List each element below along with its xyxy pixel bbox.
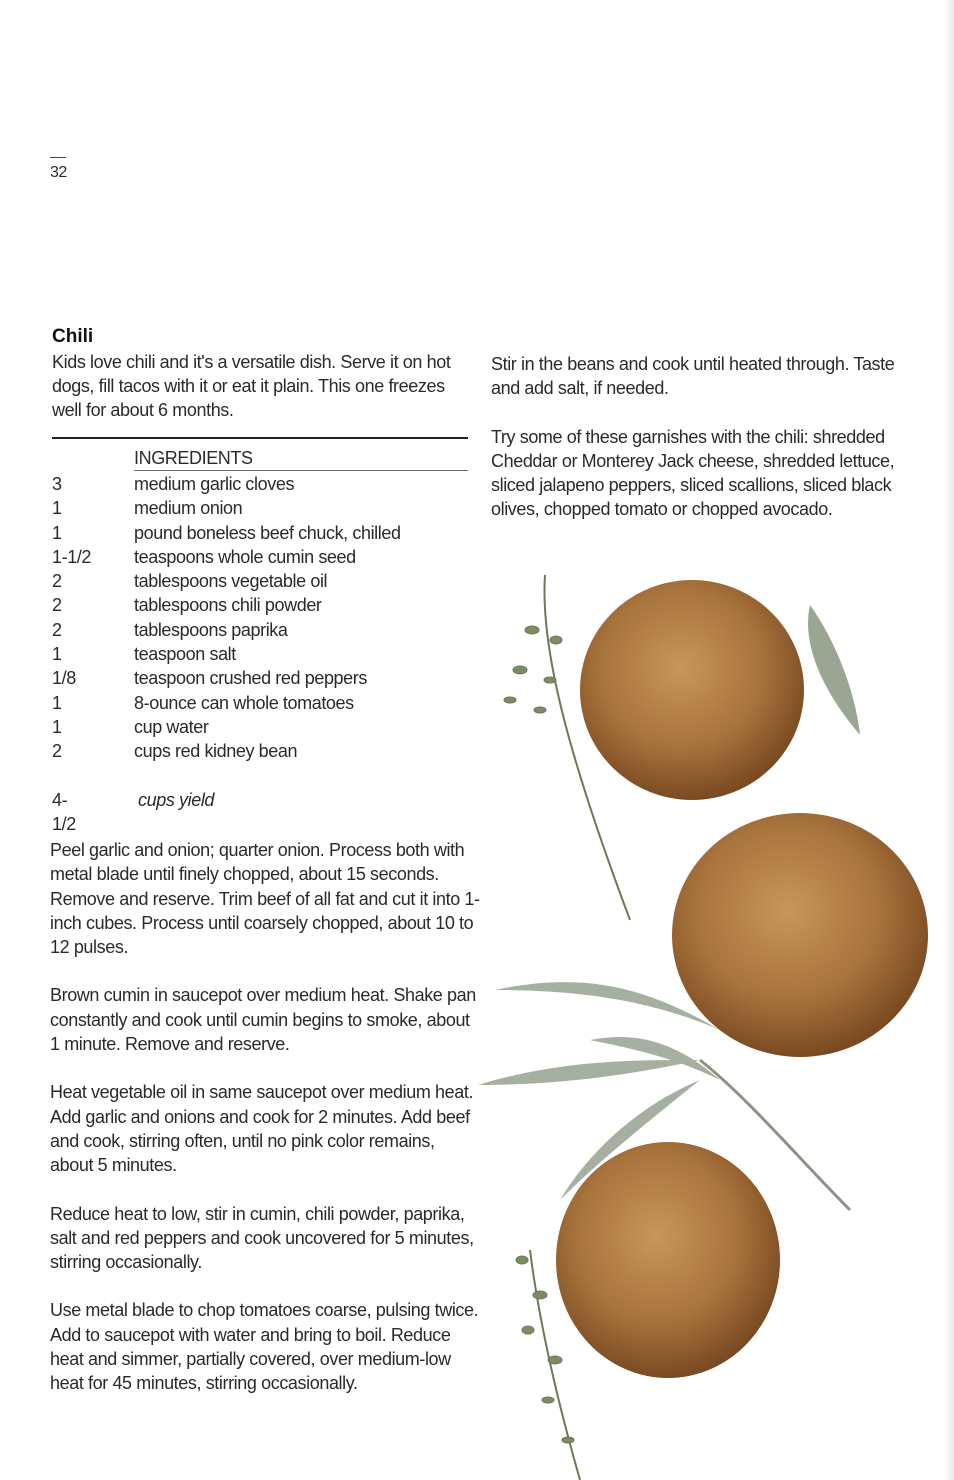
ingredients-top-rule <box>52 437 468 439</box>
ingredient-qty: 1 <box>52 716 62 737</box>
ingredient-qty: 1/8 <box>52 668 76 689</box>
ingredient-row <box>52 521 472 545</box>
ingredient-row <box>52 545 472 569</box>
sage-leaf <box>808 605 860 735</box>
food-photo <box>470 560 950 1480</box>
ingredient-qty: 3 <box>52 474 62 494</box>
ingredient-name: medium garlic cloves <box>134 474 295 494</box>
right-column-paragraph: Try some of these garnishes with the chili: shredded Cheddar or Monterey Jack cheese, shredded lettuce, sliced jalapeno peppers, sliced scallions, sliced black olives, chopped tomato or chopped avocado. <box>491 426 895 520</box>
ingredient-name: tablespoons paprika <box>134 619 288 640</box>
recipe-title: Chili <box>52 326 94 347</box>
patty-top <box>580 580 804 800</box>
ingredient-row <box>52 593 472 617</box>
ingredient-name: 8-ounce can whole tomatoes <box>134 692 354 713</box>
yield-unit: cups yield <box>138 790 215 810</box>
ingredient-name: teaspoons whole cumin seed <box>134 546 356 567</box>
patty-bottom <box>556 1142 780 1378</box>
right-column-paragraph: Stir in the beans and cook until heated through. Taste and add salt, if needed. <box>491 354 895 399</box>
recipe-intro: Kids love chili and it's a versatile dish. Serve it on hot dogs, fill tacos with it or eat it plain. This one freezes well for about 6 months. <box>52 352 451 420</box>
ingredient-qty: 2 <box>52 571 62 592</box>
ingredient-qty: 1 <box>52 498 62 519</box>
recipe-step: Use metal blade to chop tomatoes coarse, pulsing twice. Add to saucepot with water and bring to boil. Reduce heat and simmer, partially covered, over medium-low heat for 45 minutes, stirring occasionally. <box>50 1300 479 1394</box>
ingredient-qty: 1-1/2 <box>52 546 92 567</box>
ingredient-row <box>52 715 472 739</box>
ingredient-qty: 2 <box>52 595 62 616</box>
yield-qty: 4-1/2 <box>52 790 76 834</box>
ingredient-row <box>52 618 472 642</box>
ingredient-row <box>52 642 472 666</box>
ingredient-row <box>52 666 472 690</box>
ingredient-qty: 1 <box>52 522 62 543</box>
ingredients-header-rule <box>134 470 468 471</box>
page-number: 32 <box>50 164 67 181</box>
ingredient-name: medium onion <box>134 498 243 519</box>
ingredient-row <box>52 496 472 520</box>
recipe-step: Reduce heat to low, stir in cumin, chili powder, paprika, salt and red peppers and cook uncovered for 5 minutes, stirring occasionally. <box>50 1203 474 1273</box>
ingredients-list <box>52 472 472 764</box>
ingredient-qty: 1 <box>52 644 62 665</box>
recipe-steps <box>50 838 480 1420</box>
recipe-step: Heat vegetable oil in same saucepot over medium heat. Add garlic and onions and cook for 2 minutes. Add beef and cook, stirring often, until no pink color remains, about 5 minutes. <box>50 1082 474 1176</box>
right-column <box>491 352 911 546</box>
ingredient-row <box>52 691 472 715</box>
recipe-step: Brown cumin in saucepot over medium heat. Shake pan constantly and cook until cumin begins to smoke, about 1 minute. Remove and reserve. <box>50 985 476 1055</box>
ingredient-name: tablespoons chili powder <box>134 595 322 616</box>
ingredient-name: pound boneless beef chuck, chilled <box>134 522 401 543</box>
ingredients-header: INGREDIENTS <box>134 448 253 468</box>
page-number-rule <box>50 157 66 158</box>
patty-middle <box>672 813 928 1057</box>
ingredient-qty: 2 <box>52 741 62 762</box>
ingredient-qty: 2 <box>52 619 62 640</box>
recipe-step: Peel garlic and onion; quarter onion. Process both with metal blade until finely chopped, about 15 seconds. Remove and reserve. Trim beef of all fat and cut it into 1-inch cubes. Process until coarsely chopped, about 10 to 12 pulses. <box>50 840 480 958</box>
ingredient-row <box>52 739 472 763</box>
ingredient-name: teaspoon salt <box>134 644 236 665</box>
ingredient-name: tablespoons vegetable oil <box>134 571 328 592</box>
ingredient-name: cup water <box>134 716 209 737</box>
ingredient-qty: 1 <box>52 692 62 713</box>
ingredient-row <box>52 569 472 593</box>
ingredient-name: cups red kidney bean <box>134 741 298 762</box>
ingredient-row <box>52 472 472 496</box>
ingredient-name: teaspoon crushed red peppers <box>134 668 367 689</box>
